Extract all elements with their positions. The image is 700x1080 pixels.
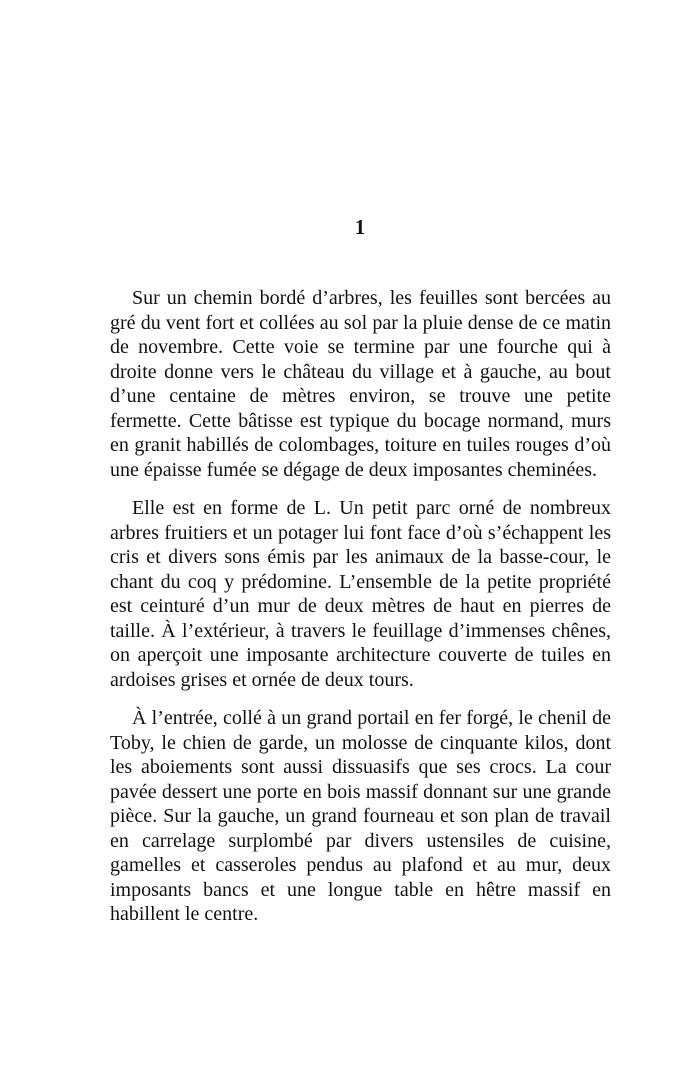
- paragraph-2: Elle est en forme de L. Un petit parc orné de nombreux arbres fruitiers et un potager lui font face d’où s’échappent les cris et divers sons émis par les animaux de la basse-cour, le chant du coq y prédomine. L’ensemble de la petite propriété est ceinturé d’un mur de deux mètres de haut en pierres de taille. À l’extérieur, à travers le feuillage d’immenses chênes, on aperçoit une imposante architecture couverte de tuiles en ardoises grises et ornée de deux tours.: [110, 497, 611, 691]
- paragraph-3: À l’entrée, collé à un grand portail en fer forgé, le chenil de Toby, le chien de garde, un molosse de cinquante kilos, dont les aboiements sont aussi dissuasifs que ses crocs. La cour pavée dessert une porte en bois massif donnant sur une grande pièce. Sur la gauche, un grand fourneau et son plan de travail en carrelage surplombé par divers ustensiles de cuisine, gamelles et casseroles pendus au plafond et au mur, deux imposants bancs et une longue table en hêtre massif en habillent le centre.: [110, 707, 611, 925]
- chapter-number: 1: [354, 215, 366, 239]
- chapter-text: [110, 286, 611, 941]
- paragraph-1: Sur un chemin bordé d’arbres, les feuilles sont bercées au gré du vent fort et collées au sol par la pluie dense de ce matin de novembre. Cette voie se termine par une fourche qui à droite donne vers le château du village et à gauche, au bout d’une centaine de mètres environ, se trouve une petite fermette. Cette bâtisse est typique du bocage normand, murs en granit habillés de colombages, toiture en tuiles rouges d’où une épaisse fumée se dégage de deux imposantes cheminées.: [110, 287, 611, 481]
